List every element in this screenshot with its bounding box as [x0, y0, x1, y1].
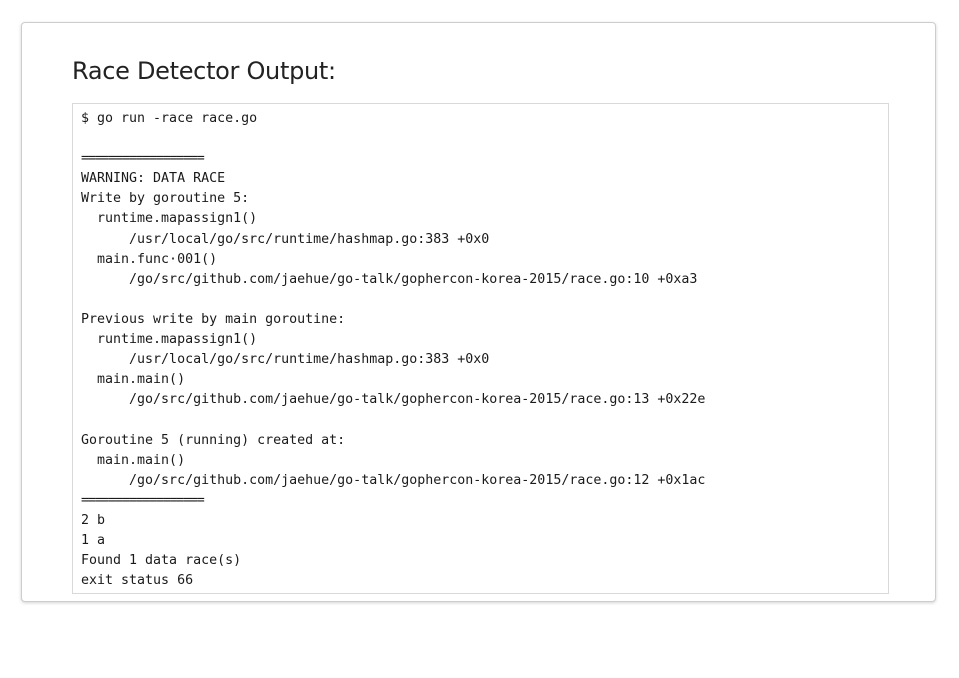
output-line: main.main() [81, 372, 186, 388]
page-title: Race Detector Output: [72, 57, 336, 85]
blank-line [81, 290, 880, 310]
console-output [72, 103, 889, 594]
output-line: 1 a [81, 532, 106, 548]
output-line: Write by goroutine 5: [81, 191, 250, 207]
output-line: Previous write by main goroutine: [81, 311, 346, 327]
blank-line [81, 410, 880, 430]
output-line: runtime.mapassign1() [81, 332, 258, 348]
output-line: main.func·001() [81, 251, 218, 267]
output-line: /usr/local/go/src/runtime/hashmap.go:383 +0x0 [81, 352, 490, 368]
output-line: /usr/local/go/src/runtime/hashmap.go:383 +0x0 [81, 231, 490, 247]
output-line: Found 1 data race(s) [81, 553, 242, 569]
exit-status-line: exit status 66 [81, 573, 194, 589]
output-line: runtime.mapassign1() [81, 211, 258, 227]
command-line: $ go run -race race.go [81, 111, 258, 126]
blank-line [81, 129, 880, 149]
slide-panel [21, 22, 936, 602]
separator-line: ================== [81, 151, 204, 167]
output-line: 2 b [81, 512, 106, 528]
output-line: /go/src/github.com/jaehue/go-talk/gophercon-korea-2015/race.go:12 +0x1ac [81, 472, 706, 488]
output-line: Goroutine 5 (running) created at: [81, 432, 346, 448]
warning-line: WARNING: DATA RACE [81, 171, 226, 187]
output-line: /go/src/github.com/jaehue/go-talk/gophercon-korea-2015/race.go:10 +0xa3 [81, 271, 698, 287]
output-line: /go/src/github.com/jaehue/go-talk/gophercon-korea-2015/race.go:13 +0x22e [81, 392, 706, 408]
separator-line: ================== [81, 492, 204, 508]
output-line: main.main() [81, 452, 186, 468]
